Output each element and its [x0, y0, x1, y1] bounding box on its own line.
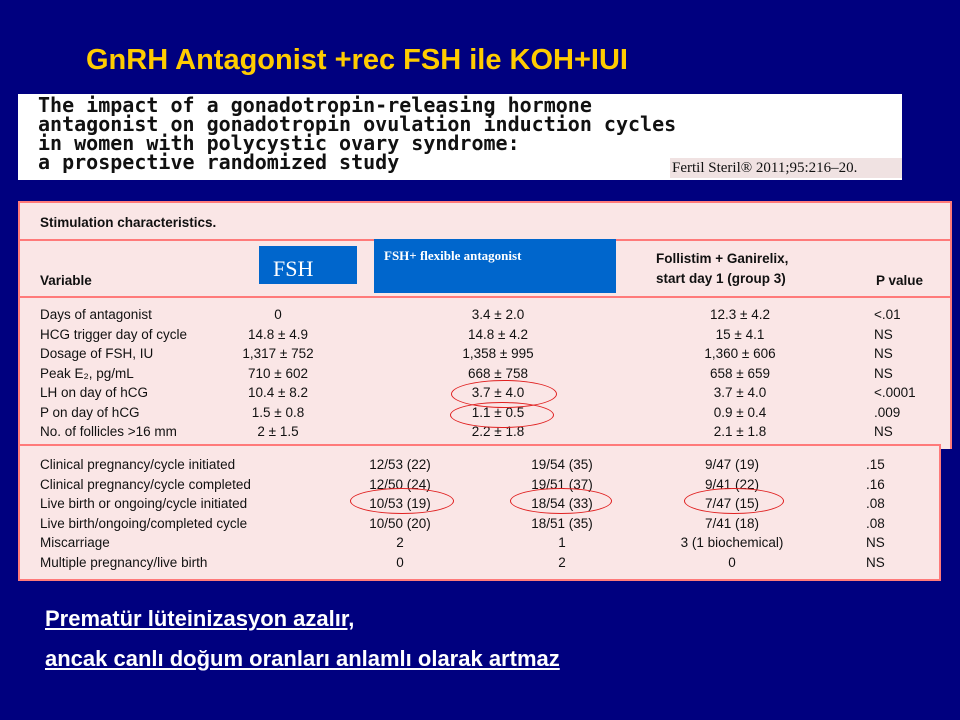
- table-rule: [20, 201, 950, 203]
- table-cell-g1: 0: [396, 554, 404, 570]
- table-cell-g1: 10.4 ± 8.2: [248, 385, 308, 400]
- table-cell-label: Live birth or ongoing/cycle initiated: [40, 496, 248, 511]
- table-cell-g2: 668 ± 758: [468, 365, 528, 381]
- table-cell-g3: 9/41 (22): [704, 476, 760, 492]
- table-cell-g2: 3.4 ± 2.0: [471, 307, 525, 322]
- table-cell-p: .15: [866, 457, 885, 472]
- highlight-ellipse: [684, 488, 784, 514]
- table-cell-label: LH on day of hCG: [40, 385, 149, 400]
- conclusion-line-2: ancak canlı doğum oranları anlamlı olarak artmaz: [45, 646, 560, 671]
- table-cell-g3: 3.7 ± 4.0: [713, 385, 767, 400]
- outcome-table: [18, 444, 941, 581]
- table-cell-g2: 3.7 ± 4.0: [471, 385, 525, 400]
- highlight-ellipse: [450, 402, 554, 428]
- table-cell-label: Clinical pregnancy/cycle completed: [40, 476, 251, 492]
- table-cell-g3: 658 ± 659: [710, 365, 770, 381]
- paper-title-box: [18, 94, 902, 180]
- table-cell-p: NS: [874, 365, 893, 381]
- table-cell-g2: 2: [558, 554, 566, 570]
- table-cell-g2: 1: [558, 535, 566, 550]
- header-group3: Follistim + Ganirelix, start day 1 (group 3): [656, 251, 789, 286]
- header-variable: Variable: [40, 273, 92, 288]
- table-cell-label: Live birth/ongoing/completed cycle: [40, 515, 248, 531]
- table-cell-label: Dosage of FSH, IU: [40, 346, 154, 361]
- table-cell-label: Multiple pregnancy/live birth: [40, 554, 208, 570]
- table-caption: Stimulation characteristics.: [40, 215, 217, 230]
- table-cell-g1: 1.5 ± 0.8: [251, 404, 305, 420]
- table-cell-g2: 2.2 ± 1.8: [471, 424, 525, 439]
- header-pvalue: P value: [876, 273, 924, 288]
- table-cell-p: <.0001: [874, 385, 916, 400]
- table-cell-p: <.01: [874, 307, 901, 322]
- table-cell-g3: 15 ± 4.1: [715, 326, 765, 342]
- table-cell-g3: 7/47 (15): [704, 496, 760, 511]
- table-cell-label: P on day of hCG: [40, 404, 140, 420]
- highlight-ellipse: [510, 488, 612, 514]
- table-cell-p: .009: [874, 404, 901, 420]
- table-cell-label: No. of follicles >16 mm: [40, 424, 177, 439]
- slide-title: GnRH Antagonist +rec FSH ile KOH+IUI: [86, 44, 628, 76]
- table-cell-g2: 18/51 (35): [531, 515, 593, 531]
- table-cell-g1: 10/53 (19): [369, 496, 431, 511]
- table-cell-label: Days of antagonist: [40, 307, 152, 322]
- table-cell-p: .08: [866, 515, 885, 531]
- table-cell-g3: 9/47 (19): [704, 457, 760, 472]
- table-cell-g3: 3 (1 biochemical): [680, 535, 784, 550]
- table-cell-p: NS: [874, 346, 893, 361]
- table-cell-label: HCG trigger day of cycle: [40, 326, 188, 342]
- table-cell-g1: 12/50 (24): [369, 476, 431, 492]
- table-cell-g3: 2.1 ± 1.8: [713, 424, 767, 439]
- table-cell-g3: 0.9 ± 0.4: [713, 404, 767, 420]
- highlight-ellipse: [350, 488, 454, 514]
- paper-citation: Fertil Steril® 2011;95:216–20.: [670, 158, 902, 178]
- table-cell-g1: 10/50 (20): [369, 515, 431, 531]
- table-cell-g3: 1,360 ± 606: [704, 346, 776, 361]
- fsh-group-label: FSH: [259, 246, 357, 284]
- table-cell-p: NS: [866, 535, 885, 550]
- table-cell-g2: 1,358 ± 995: [462, 346, 534, 361]
- table-cell-g1: 14.8 ± 4.9: [248, 326, 308, 342]
- table-cell-p: NS: [866, 554, 885, 570]
- table-cell-g3: 7/41 (18): [704, 515, 760, 531]
- table-cell-label: Clinical pregnancy/cycle initiated: [40, 457, 236, 472]
- table-cell-label: Peak E₂, pg/mL: [40, 365, 134, 381]
- table-cell-g1: 2 ± 1.5: [257, 424, 299, 439]
- table-cell-p: .16: [866, 476, 885, 492]
- table-cell-g2: 18/54 (33): [531, 496, 593, 511]
- table-cell-g1: 710 ± 602: [248, 365, 308, 381]
- table-cell-g3: 0: [728, 554, 736, 570]
- paper-title: The impact of a gonadotropin-releasing hormone antagonist on gonadotropin ovulation induction cycles in women with polycystic ovary syndrome: a prospective randomized study: [38, 94, 677, 174]
- table-cell-g2: 19/51 (37): [531, 476, 593, 492]
- conclusion-line-1: Prematür lüteinizasyon azalır,: [45, 606, 355, 631]
- table-cell-g1: 2: [396, 535, 404, 550]
- table-cell-p: .08: [866, 496, 885, 511]
- table-cell-g2: 1.1 ± 0.5: [471, 404, 525, 420]
- table-rule: [20, 296, 950, 298]
- table-cell-g1: 0: [274, 307, 282, 322]
- table-cell-g2: 19/54 (35): [531, 457, 593, 472]
- table-cell-g2: 14.8 ± 4.2: [468, 326, 528, 342]
- flexible-antagonist-group-label: FSH+ flexible antagonist: [374, 239, 616, 293]
- table-cell-label: Miscarriage: [40, 535, 110, 550]
- table-cell-p: NS: [874, 326, 893, 342]
- table-cell-p: NS: [874, 424, 893, 439]
- table-cell-g1: 12/53 (22): [369, 457, 431, 472]
- table-cell-g1: 1,317 ± 752: [242, 346, 314, 361]
- table-cell-g3: 12.3 ± 4.2: [710, 307, 770, 322]
